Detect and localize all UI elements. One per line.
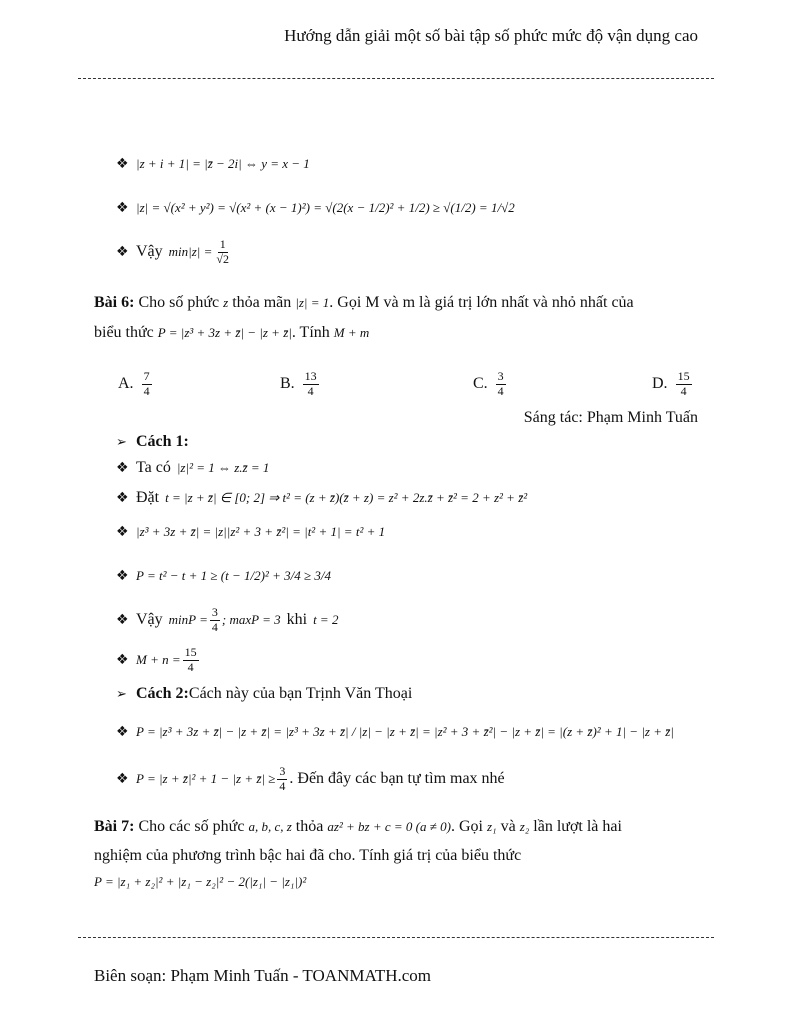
diamond-bullet-icon: ❖ xyxy=(116,156,129,172)
math-expression: min|z| = xyxy=(168,244,213,260)
solution-line: ❖ Ta có |z|² = 1 ⇔ z.z̄ = 1 xyxy=(116,459,270,476)
method-heading: ➢ Cách 2: Cách này của bạn Trịnh Văn Thoại xyxy=(116,685,413,702)
problem-7-statement: Bài 7: Cho các số phức a, b, c, z thỏa az² + bz + c = 0 (a ≠ 0). Gọi z₁ và z₂ lần lượt là hai xyxy=(94,818,622,835)
solution-line xyxy=(116,156,310,172)
choice-b: B. $\frac{13}{4}$ xyxy=(280,369,317,398)
solution-line xyxy=(116,238,233,267)
footer-divider xyxy=(78,937,714,938)
diamond-bullet-icon: ❖ xyxy=(116,652,129,669)
solution-line: ❖ P = |z³ + 3z + z̄| − |z + z̄| = |z³ + 3z + z̄| / |z| − |z + z̄| = |z² + 3 + z̄²| − |z + z̄| = |(z + z̄)² + 1| − |z + z̄| xyxy=(116,724,674,740)
choice-a: A. $\frac{7}{4}$ xyxy=(118,369,150,398)
diamond-bullet-icon: ❖ xyxy=(116,568,129,584)
diamond-bullet-icon: ❖ xyxy=(116,612,129,629)
fraction: $\frac{1}{√2}$ xyxy=(216,237,229,266)
problem-label: Bài 7: xyxy=(94,818,135,835)
solution-line xyxy=(116,200,515,216)
diamond-bullet-icon: ❖ xyxy=(116,460,129,476)
math-expression: |z| = √(x² + y²) = √(x² + (x − 1)²) = √(2(x − 1/2)² + 1/2) ≥ √(1/2) = 1/√2 xyxy=(136,200,515,215)
solution-line: ❖ P = |z + z̄|² + 1 − |z + z̄| ≥ $\frac{3}{4}$ . Đến đây các bạn tự tìm max nhé xyxy=(116,764,505,793)
diamond-bullet-icon: ❖ xyxy=(116,724,129,740)
method-heading: ➢ Cách 1: xyxy=(116,433,189,450)
author-credit: Sáng tác: Phạm Minh Tuấn xyxy=(523,409,698,426)
choice-c: C. $\frac{3}{4}$ xyxy=(473,369,504,398)
diamond-bullet-icon: ❖ xyxy=(116,200,129,216)
diamond-bullet-icon: ❖ xyxy=(116,490,129,506)
diamond-bullet-icon: ❖ xyxy=(116,524,129,540)
header-divider xyxy=(78,78,714,79)
problem-6-statement-line2: biểu thức P = |z³ + 3z + z̄| − |z + z̄|. Tính M + m xyxy=(94,324,370,341)
diamond-bullet-icon: ❖ xyxy=(116,771,129,788)
problem-label: Bài 6: xyxy=(94,294,135,311)
solution-line: ❖ M + n = $\frac{15}{4}$ xyxy=(116,645,197,674)
problem-6-statement: Bài 6: Cho số phức z thỏa mãn |z| = 1. Gọi M và m là giá trị lớn nhất và nhỏ nhất của xyxy=(94,294,634,311)
choice-d: D. $\frac{15}{4}$ xyxy=(652,369,690,398)
arrow-bullet-icon: ➢ xyxy=(116,434,127,450)
solution-line: ❖ Vậy minP = $\frac{3}{4}$ ; maxP = 3 khi t = 2 xyxy=(116,605,339,634)
problem-7-statement-line2: nghiệm của phương trình bậc hai đã cho. Tính giá trị của biểu thức xyxy=(94,847,522,864)
arrow-bullet-icon: ➢ xyxy=(116,686,127,702)
footer-text: Biên soạn: Phạm Minh Tuấn - TOANMATH.com xyxy=(94,966,432,985)
solution-line: ❖ |z³ + 3z + z̄| = |z||z² + 3 + z̄²| = |t² + 1| = t² + 1 xyxy=(116,524,386,540)
text: Vậy xyxy=(136,243,163,261)
solution-line: ❖ Đặt t = |z + z̄| ∈ [0; 2] ⇒ t² = (z + z̄)(z̄ + z) = z² + 2z.z̄ + z̄² = 2 + z² + z̄² xyxy=(116,489,528,506)
diamond-bullet-icon: ❖ xyxy=(116,244,129,261)
page-header-title: Hướng dẫn giải một số bài tập số phức mức độ vận dụng cao xyxy=(284,26,698,45)
math-expression: |z + i + 1| = |z̄ − 2i| ⇔ y = x − 1 xyxy=(136,156,310,171)
problem-7-expression: P = |z₁ + z₂|² + |z₁ − z₂|² − 2(|z₁| − |z₁|)² xyxy=(94,874,307,889)
solution-line: ❖ P = t² − t + 1 ≥ (t − 1/2)² + 3/4 ≥ 3/4 xyxy=(116,568,331,584)
